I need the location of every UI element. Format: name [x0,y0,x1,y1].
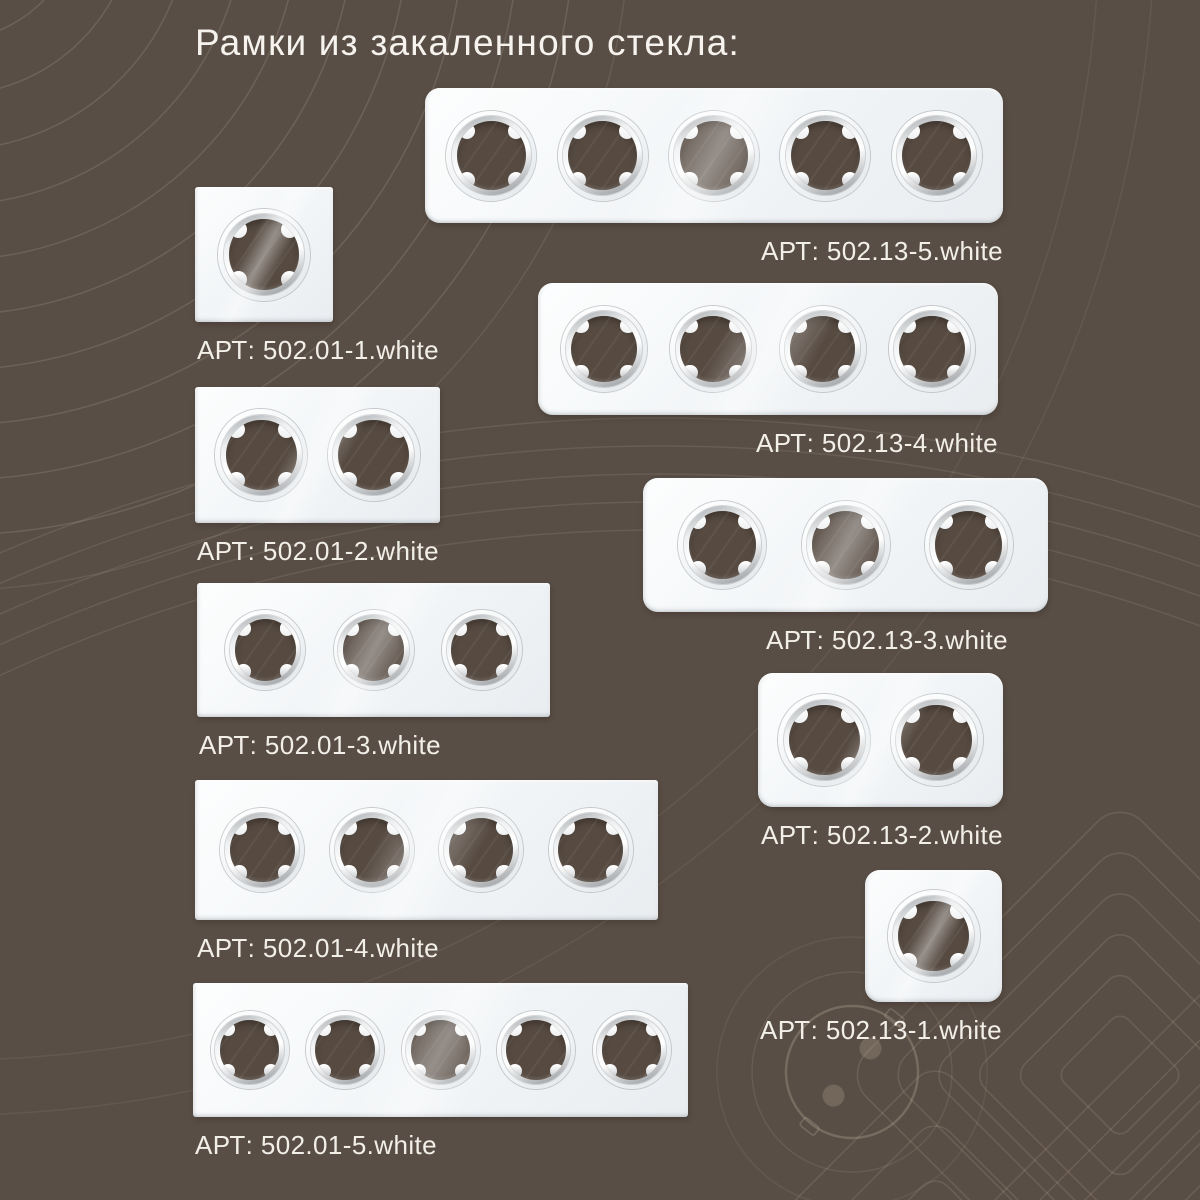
mount-tab [947,365,963,381]
mount-tab [232,819,247,834]
mount-tab [738,513,754,529]
mount-tab [947,318,963,334]
socket-opening [328,409,420,501]
glass-frame-2gang [195,387,440,523]
mount-hole [901,705,971,775]
socket-opening [549,808,633,892]
mount-tab [903,757,920,774]
mount-tab [953,172,970,189]
mount-tab [729,365,745,381]
mount-tab [264,1022,278,1036]
glass-frame-1gang [195,187,333,322]
socket-pin-hole [818,1080,849,1111]
mount-hole [568,121,637,190]
socket-opening [888,890,980,982]
mount-tab [791,318,807,334]
chrome-ring [338,615,408,685]
chrome-ring [807,506,884,583]
glass-frame-3gang [197,583,550,717]
mount-tab [508,1064,522,1078]
mount-tab [236,664,251,679]
mount-tab [619,123,636,140]
product-502-13-3 [643,478,1048,655]
chrome-ring [563,116,642,195]
mount-tab [317,1064,331,1078]
mount-tab [985,513,1001,529]
mount-tab [729,318,745,334]
mount-tab [453,621,468,636]
mount-hole [902,121,971,190]
mount-hole [506,1020,566,1080]
mount-tab [550,1022,564,1036]
mount-hole [571,316,637,382]
glass-frame-5gang [193,983,688,1117]
mount-tab [950,902,967,919]
mount-tab [508,172,525,189]
mount-tab [459,123,476,140]
product-art-label: АРТ: 502.13-4.white [755,428,998,458]
mount-tab [228,472,245,489]
mount-tab [620,365,636,381]
socket-opening [225,610,305,690]
mount-hole [935,511,1002,578]
mount-tab [459,172,476,189]
chrome-ring [893,896,974,977]
chrome-ring [566,311,642,387]
socket-opening [497,1011,575,1089]
chrome-ring [333,415,414,496]
mount-hole [558,818,622,882]
product-art-label: АРТ: 502.13-1.white [759,1015,1002,1045]
socket-opening [215,409,307,501]
socket-opening [442,610,522,690]
mount-tab [861,513,877,529]
chrome-ring [221,415,302,496]
socket-opening [593,1011,671,1089]
product-art-label: АРТ: 502.01-5.white [195,1130,438,1160]
chrome-ring [452,116,531,195]
socket-opening [670,306,756,392]
mount-tab [451,819,466,834]
mount-tab [620,318,636,334]
chrome-ring [406,1016,475,1085]
mount-tab [388,664,403,679]
chrome-ring [786,116,865,195]
mount-hole [602,1020,662,1080]
product-art-label: АРТ: 502.13-3.white [765,625,1008,655]
mount-hole [449,818,513,882]
chrome-ring [447,615,517,685]
mount-tab [813,513,829,529]
socket-opening [778,694,870,786]
mount-tab [904,172,921,189]
mount-tab [682,365,698,381]
product-502-13-1 [759,870,1002,1045]
chrome-ring [597,1016,666,1085]
mount-tab [221,1064,235,1078]
chrome-ring [896,700,977,781]
mount-tab [793,172,810,189]
mount-tab [953,123,970,140]
mount-hole [812,511,879,578]
mount-tab [412,1064,426,1078]
socket-opening [891,694,983,786]
socket-opening [220,808,304,892]
mount-tab [738,561,754,577]
socket-ground-clip [799,1117,819,1136]
socket-opening [780,111,870,201]
mount-hole [338,420,408,490]
chrome-ring [335,813,409,887]
product-502-13-4 [538,283,998,458]
mount-tab [646,1022,660,1036]
mount-hole [789,705,859,775]
product-art-label: АРТ: 502.13-2.white [760,820,1003,850]
mount-tab [681,172,698,189]
mount-hole [343,619,404,680]
mount-hole [411,1020,471,1080]
glass-frame-1gang-rounded [865,870,1002,1002]
glass-frame-4gang [195,780,658,920]
mount-tab [573,318,589,334]
mount-tab [730,123,747,140]
mount-tab [340,421,357,438]
mount-hole [898,901,968,971]
chrome-ring [674,116,753,195]
chrome-ring [225,813,299,887]
chrome-ring [930,506,1007,583]
mount-tab [838,365,854,381]
mount-tab [412,1022,426,1036]
mount-tab [230,221,247,238]
mount-tab [387,819,402,834]
mount-tab [550,1064,564,1078]
mount-tab [573,365,589,381]
mount-tab [455,1022,469,1036]
mount-tab [508,123,525,140]
mount-tab [861,561,877,577]
mount-tab [900,902,917,919]
socket-opening [802,501,890,589]
product-502-01-1 [195,187,440,365]
mount-tab [690,513,706,529]
chrome-ring [230,615,300,685]
mount-hole [340,818,404,882]
mount-tab [793,123,810,140]
product-art-label: АРТ: 502.01-4.white [197,933,440,963]
chrome-ring [897,116,976,195]
mount-tab [619,172,636,189]
mount-tab [953,757,970,774]
mount-tab [900,953,917,970]
mount-tab [570,123,587,140]
mount-tab [496,819,511,834]
mount-tab [937,513,953,529]
product-502-13-5 [425,88,1003,266]
mount-tab [791,706,808,723]
mount-tab [841,757,858,774]
socket-opening [330,808,414,892]
mount-tab [390,472,407,489]
mount-tab [344,621,359,636]
mount-tab [953,706,970,723]
socket-opening [218,209,310,301]
mount-hole [899,316,965,382]
product-art-label: АРТ: 502.01-2.white [197,536,440,566]
socket-opening [678,501,766,589]
mount-tab [985,561,1001,577]
chrome-ring [785,311,861,387]
mount-tab [813,561,829,577]
mount-tab [232,865,247,880]
product-502-01-4 [195,780,658,963]
mount-tab [278,472,295,489]
chrome-ring [894,311,970,387]
mount-hole [230,818,294,882]
mount-hole [226,420,296,490]
mount-tab [606,865,621,880]
mount-tab [937,561,953,577]
chrome-ring [784,700,865,781]
mount-tab [451,865,466,880]
glass-frame-5gang-rounded [425,88,1003,223]
mount-tab [570,172,587,189]
mount-tab [228,421,245,438]
mount-tab [900,365,916,381]
socket-opening [402,1011,480,1089]
product-502-01-2 [195,387,440,566]
mount-tab [264,1064,278,1078]
mount-hole [689,511,756,578]
socket-opening [211,1011,289,1089]
mount-tab [230,271,247,288]
mount-tab [950,953,967,970]
mount-tab [387,865,402,880]
mount-tab [496,621,511,636]
chrome-ring [224,214,305,295]
mount-hole [229,219,299,289]
mount-tab [841,706,858,723]
chrome-ring [554,813,628,887]
mount-tab [903,706,920,723]
mount-tab [682,318,698,334]
mount-tab [730,172,747,189]
mount-tab [341,865,356,880]
mount-tab [842,172,859,189]
chrome-ring [444,813,518,887]
product-502-13-2 [758,673,1003,850]
mount-tab [842,123,859,140]
mount-tab [340,472,357,489]
glass-frame-3gang-rounded [643,478,1048,612]
mount-tab [359,1022,373,1036]
socket-opening [306,1011,384,1089]
mount-tab [508,1022,522,1036]
mount-hole [235,619,296,680]
product-art-label: АРТ: 502.13-5.white [760,236,1003,266]
mount-tab [359,1064,373,1078]
chrome-ring [684,506,761,583]
mount-tab [496,865,511,880]
product-502-01-5 [193,983,688,1160]
chrome-ring [311,1016,380,1085]
socket-opening [561,306,647,392]
chrome-ring [676,311,752,387]
mount-tab [606,819,621,834]
mount-hole [680,316,746,382]
mount-tab [603,1064,617,1078]
mount-hole [315,1020,375,1080]
socket-opening [334,610,414,690]
mount-hole [791,121,860,190]
mount-tab [280,621,295,636]
chrome-ring [215,1016,284,1085]
mount-tab [838,318,854,334]
mount-tab [341,819,356,834]
mount-tab [453,664,468,679]
page-title: Рамки из закаленного стекла: [195,22,741,63]
mount-tab [560,865,575,880]
mount-tab [560,819,575,834]
mount-tab [646,1064,660,1078]
mount-tab [791,757,808,774]
mount-tab [681,123,698,140]
mount-tab [344,664,359,679]
mount-tab [278,421,295,438]
socket-opening [889,306,975,392]
socket-opening [925,501,1013,589]
glass-frame-4gang-rounded [538,283,998,415]
mount-tab [904,123,921,140]
mount-tab [900,318,916,334]
mount-tab [281,221,298,238]
socket-opening [446,111,536,201]
socket-opening [439,808,523,892]
mount-hole [457,121,526,190]
socket-opening [780,306,866,392]
glass-frame-2gang-rounded [758,673,1003,807]
mount-hole [790,316,856,382]
mount-tab [281,271,298,288]
mount-tab [278,865,293,880]
mount-tab [278,819,293,834]
mount-tab [236,621,251,636]
mount-tab [388,621,403,636]
mount-hole [451,619,512,680]
mount-tab [690,561,706,577]
chrome-ring [502,1016,571,1085]
mount-tab [390,421,407,438]
mount-tab [496,664,511,679]
mount-tab [221,1022,235,1036]
mount-hole [220,1020,280,1080]
product-502-01-3 [197,583,550,760]
mount-tab [455,1064,469,1078]
mount-tab [317,1022,331,1036]
mount-tab [603,1022,617,1036]
mount-hole [680,121,749,190]
mount-tab [791,365,807,381]
socket-opening [558,111,648,201]
socket-opening [669,111,759,201]
socket-opening [892,111,982,201]
product-art-label: АРТ: 502.01-1.white [197,335,440,365]
product-art-label: АРТ: 502.01-3.white [199,730,442,760]
mount-tab [280,664,295,679]
